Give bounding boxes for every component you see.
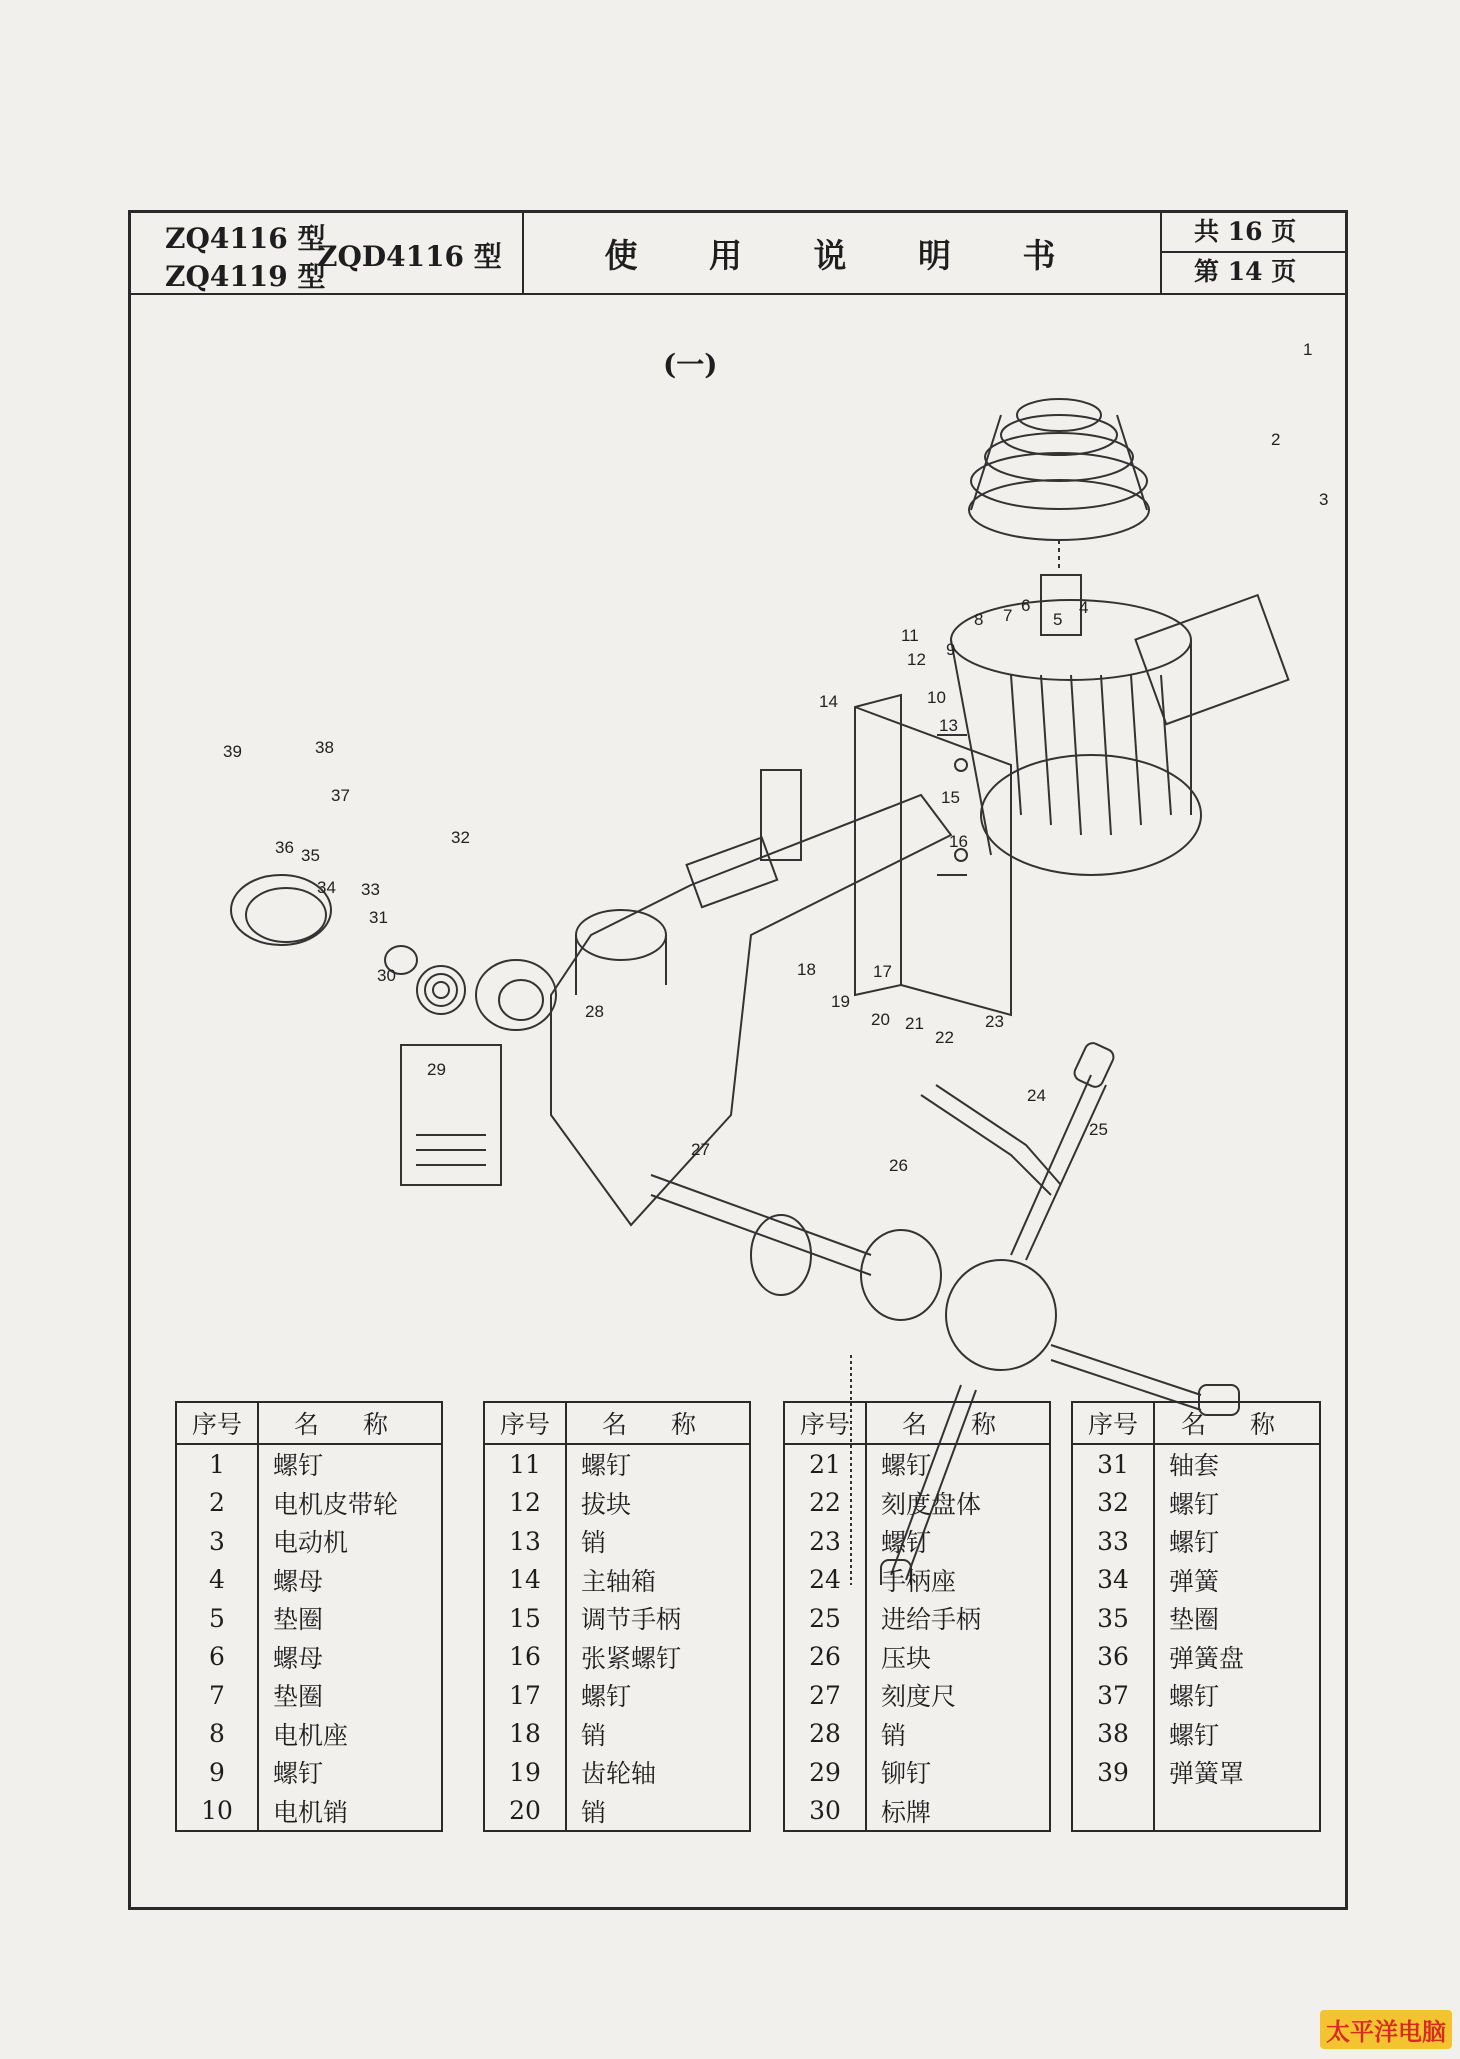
table-row (784, 1522, 1050, 1561)
col-header-name: 名 称 (1154, 1402, 1320, 1444)
label-part-30: 30 (377, 966, 396, 985)
label-part-2: 2 (1271, 430, 1281, 449)
part-name: 张紧螺钉 (581, 1643, 682, 1673)
part-name: 销 (881, 1720, 907, 1750)
table-row (1072, 1676, 1320, 1715)
label-part-28: 28 (585, 1002, 604, 1021)
part-name: 螺钉 (881, 1451, 932, 1481)
table-row (784, 1638, 1050, 1677)
label-part-1: 1 (1303, 340, 1313, 359)
part-no: 3 (176, 1522, 258, 1561)
table-row (176, 1638, 442, 1677)
label-part-15: 15 (941, 788, 960, 807)
page-info-cell (1160, 213, 1345, 293)
table-row (176, 1599, 442, 1638)
label-part-11: 11 (901, 626, 919, 645)
parts-table-2 (483, 1401, 751, 1832)
part-name: 铆钉 (881, 1759, 932, 1789)
table-row (784, 1561, 1050, 1600)
motor-drawing (951, 575, 1288, 875)
part-no: 34 (1072, 1561, 1154, 1600)
table-row (784, 1444, 1050, 1484)
part-no: 31 (1072, 1444, 1154, 1484)
part-name: 弹簧 (1169, 1566, 1220, 1596)
label-part-7: 7 (1003, 606, 1013, 625)
table-row (1072, 1599, 1320, 1638)
table-row (176, 1676, 442, 1715)
parts-table-3 (783, 1401, 1051, 1832)
part-name: 销 (581, 1720, 607, 1750)
part-no: 35 (1072, 1599, 1154, 1638)
col-header-name: 名 称 (866, 1402, 1050, 1444)
table-row (176, 1753, 442, 1792)
part-no: 38 (1072, 1715, 1154, 1754)
total-pages: 共 16 页 (1162, 213, 1345, 253)
table-row (1072, 1753, 1320, 1792)
label-part-13: 13 (939, 716, 958, 735)
label-part-19: 19 (831, 992, 850, 1011)
part-name: 电机座 (273, 1720, 349, 1750)
part-no: 39 (1072, 1753, 1154, 1792)
table-row (484, 1599, 750, 1638)
part-no: 33 (1072, 1522, 1154, 1561)
label-part-6: 6 (1021, 596, 1031, 615)
title-block (131, 213, 1345, 295)
label-part-8: 8 (974, 610, 984, 629)
exploded-parts-diagram (131, 295, 1345, 1585)
part-no: 24 (784, 1561, 866, 1600)
part-no: 18 (484, 1715, 566, 1754)
part-name: 销 (581, 1528, 607, 1558)
part-name: 拔块 (581, 1489, 632, 1519)
part-name: 垫圈 (273, 1605, 324, 1635)
model-cell (131, 213, 524, 293)
col-header-no: 序号 (1072, 1402, 1154, 1444)
col-header-name: 名 称 (258, 1402, 442, 1444)
label-part-31: 31 (369, 908, 388, 927)
label-part-3: 3 (1319, 490, 1329, 509)
parts-table-4 (1071, 1401, 1321, 1832)
part-no: 1 (176, 1444, 258, 1484)
table-row (176, 1715, 442, 1754)
spring-cover-assembly-drawing (231, 875, 556, 1030)
part-name: 螺钉 (581, 1451, 632, 1481)
part-name: 调节手柄 (581, 1605, 682, 1635)
table-row (484, 1676, 750, 1715)
col-header-no: 序号 (176, 1402, 258, 1444)
label-part-37: 37 (331, 786, 350, 805)
part-no: 19 (484, 1753, 566, 1792)
part-no: 28 (784, 1715, 866, 1754)
part-no: 5 (176, 1599, 258, 1638)
part-no: 10 (176, 1792, 258, 1832)
label-part-17: 17 (873, 962, 892, 981)
label-part-18: 18 (797, 960, 816, 979)
part-number-labels (223, 340, 1328, 1175)
table-row (484, 1792, 750, 1832)
label-part-29: 29 (427, 1060, 446, 1079)
label-part-33: 33 (361, 880, 380, 899)
model-zqd4116: ZQD4116 型 (317, 240, 502, 273)
site-watermark-logo: 太平洋电脑 (1320, 2010, 1452, 2049)
motor-pulley-drawing (969, 399, 1149, 570)
part-name: 主轴箱 (581, 1566, 657, 1596)
table-row (176, 1522, 442, 1561)
col-header-no: 序号 (484, 1402, 566, 1444)
part-name: 垫圈 (273, 1682, 324, 1712)
part-name: 螺钉 (1169, 1528, 1220, 1558)
model-zq4116: ZQ4116 型 (165, 222, 326, 255)
part-no: 16 (484, 1638, 566, 1677)
label-part-14: 14 (819, 692, 838, 711)
col-header-name: 名 称 (566, 1402, 750, 1444)
label-part-26: 26 (889, 1156, 908, 1175)
part-no: 29 (784, 1753, 866, 1792)
label-part-39: 39 (223, 742, 242, 761)
page-number: 第 14 页 (1194, 257, 1297, 286)
label-part-10: 10 (927, 688, 946, 707)
part-name: 电机销 (273, 1797, 349, 1827)
table-row (484, 1444, 750, 1484)
part-name: 进给手柄 (881, 1605, 982, 1635)
part-name: 螺钉 (1169, 1720, 1220, 1750)
label-part-9: 9 (946, 640, 956, 659)
part-name: 螺钉 (273, 1759, 324, 1789)
nameplate-drawing (401, 1045, 501, 1185)
table-row (1072, 1792, 1320, 1832)
part-no: 12 (484, 1484, 566, 1523)
label-part-20: 20 (871, 1010, 890, 1029)
table-row (1072, 1638, 1320, 1677)
part-no: 15 (484, 1599, 566, 1638)
part-no: 6 (176, 1638, 258, 1677)
table-row (484, 1638, 750, 1677)
label-part-24: 24 (1027, 1086, 1046, 1105)
part-name: 压块 (881, 1643, 932, 1673)
part-name: 弹簧盘 (1169, 1643, 1245, 1673)
part-name: 螺母 (273, 1643, 324, 1673)
table-row (784, 1599, 1050, 1638)
part-name: 螺钉 (881, 1528, 932, 1558)
table-row (1072, 1444, 1320, 1484)
table-row (784, 1484, 1050, 1523)
part-no: 30 (784, 1792, 866, 1832)
part-name: 标牌 (881, 1797, 932, 1827)
part-no: 23 (784, 1522, 866, 1561)
table-row (484, 1561, 750, 1600)
col-header-no: 序号 (784, 1402, 866, 1444)
table-row (176, 1792, 442, 1832)
table-row (784, 1753, 1050, 1792)
label-part-27: 27 (691, 1140, 710, 1159)
figure-label: (一) (663, 348, 718, 381)
parts-table-1 (175, 1401, 443, 1832)
part-name: 螺钉 (273, 1451, 324, 1481)
table-row (484, 1522, 750, 1561)
part-no: 32 (1072, 1484, 1154, 1523)
part-name: 螺钉 (581, 1682, 632, 1712)
label-part-35: 35 (301, 846, 320, 865)
label-part-38: 38 (315, 738, 334, 757)
label-part-32: 32 (451, 828, 470, 847)
part-name: 手柄座 (881, 1566, 957, 1596)
part-no: 36 (1072, 1638, 1154, 1677)
table-row (176, 1444, 442, 1484)
label-part-25: 25 (1089, 1120, 1108, 1139)
label-part-5: 5 (1053, 610, 1063, 629)
part-no: 11 (484, 1444, 566, 1484)
part-name: 轴套 (1169, 1451, 1220, 1481)
part-name: 弹簧罩 (1169, 1759, 1245, 1789)
table-row (1072, 1522, 1320, 1561)
document-title: 使 用 说 明 书 (604, 235, 1086, 275)
part-name: 螺钉 (1169, 1682, 1220, 1712)
part-name: 螺母 (273, 1566, 324, 1596)
table-row (784, 1676, 1050, 1715)
label-part-36: 36 (275, 838, 294, 857)
table-row (484, 1753, 750, 1792)
label-part-34: 34 (317, 878, 336, 897)
part-no: 25 (784, 1599, 866, 1638)
part-no: 2 (176, 1484, 258, 1523)
table-row (784, 1792, 1050, 1832)
part-no: 20 (484, 1792, 566, 1832)
part-no: 7 (176, 1676, 258, 1715)
label-part-21: 21 (905, 1014, 924, 1033)
table-row (484, 1484, 750, 1523)
model-zq4119: ZQ4119 型 (165, 260, 326, 293)
label-part-23: 23 (985, 1012, 1004, 1031)
table-row (484, 1715, 750, 1754)
part-name: 电机皮带轮 (273, 1489, 399, 1519)
part-no: 9 (176, 1753, 258, 1792)
part-no: 14 (484, 1561, 566, 1600)
manual-page (128, 210, 1348, 1910)
part-no: 21 (784, 1444, 866, 1484)
table-row (784, 1715, 1050, 1754)
label-part-22: 22 (935, 1028, 954, 1047)
table-row (1072, 1715, 1320, 1754)
label-part-4: 4 (1079, 598, 1089, 617)
part-name: 销 (581, 1797, 607, 1827)
part-no: 17 (484, 1676, 566, 1715)
part-no: 26 (784, 1638, 866, 1677)
table-row (1072, 1561, 1320, 1600)
table-row (176, 1484, 442, 1523)
part-name: 螺钉 (1169, 1489, 1220, 1519)
part-no: 13 (484, 1522, 566, 1561)
part-no: 27 (784, 1676, 866, 1715)
part-no: 4 (176, 1561, 258, 1600)
part-name: 刻度尺 (881, 1682, 957, 1712)
part-no: 22 (784, 1484, 866, 1523)
part-no: 37 (1072, 1676, 1154, 1715)
table-row (176, 1561, 442, 1600)
table-row (1072, 1484, 1320, 1523)
part-name: 齿轮轴 (581, 1759, 657, 1789)
part-name: 垫圈 (1169, 1605, 1220, 1635)
label-part-16: 16 (949, 832, 968, 851)
part-name: 刻度盘体 (881, 1489, 982, 1519)
part-no: 8 (176, 1715, 258, 1754)
label-part-12: 12 (907, 650, 926, 669)
part-name: 电动机 (273, 1528, 349, 1558)
